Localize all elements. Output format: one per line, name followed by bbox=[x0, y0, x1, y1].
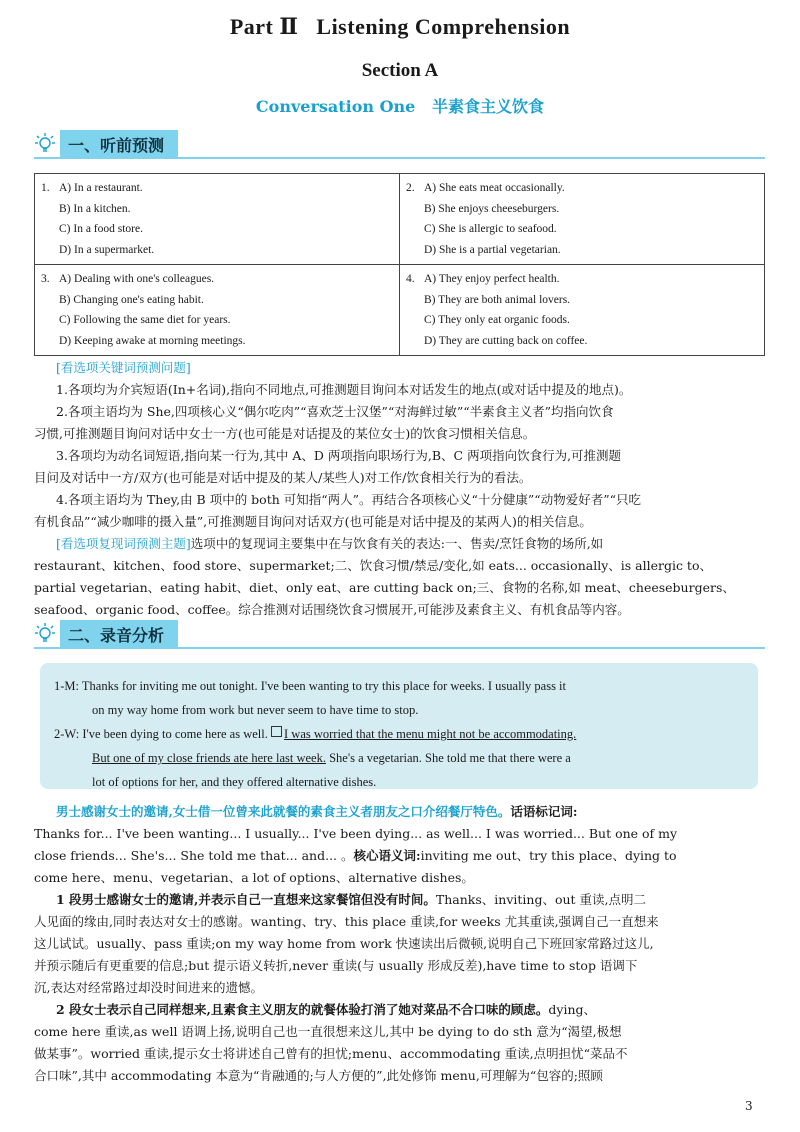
question-cell: 1. A) In a restaurant. B) In a kitchen. C) In a food store. D) In a supermarket. bbox=[35, 174, 400, 265]
lightbulb-icon bbox=[34, 622, 56, 646]
analysis-q3-line1: 3.各项均为动名词短语,指向某一行为,其中 A、D 两项指向职场行为,B、C 两项指向饮食行为,可推测题 bbox=[56, 448, 622, 463]
conversation-title: Conversation One 半素食主义饮食 bbox=[255, 97, 545, 116]
checkbox-icon bbox=[271, 726, 282, 737]
transcript-line: 1-M: Thanks for inviting me out tonight. I've been wanting to try this place for weeks. I usually pass it bbox=[54, 679, 566, 693]
tip-keywords: [看选项关键词预测问题] bbox=[56, 360, 191, 375]
analysis-q4-line1: 4.各项主语均为 They,由 B 项中的 both 可知指“两人”。再结合各项核心义“十分健康”“动物爱好者”“只吃 bbox=[56, 492, 641, 507]
analysis-theme-line2: restaurant、kitchen、food store、supermarket;二、饮食习惯/禁忌/变化,如 eats... occasionally、is allergic to、 bbox=[34, 558, 712, 573]
analysis-q4-line2: 有机食品”“减少咖啡的摄入量”,可推测题目询问对话双方(也可能是对话中提及的某两人)的相关信息。 bbox=[34, 514, 592, 529]
analysis-para2-line4: 合口味”,其中 accommodating 本意为“肯融通的;与人方便的”,此处修饰 menu,可理解为“包容的;照顾 bbox=[34, 1068, 603, 1083]
analysis-para2-line1: 2 段女士表示自己同样想来,且素食主义朋友的就餐体验打消了她对菜品不合口味的顾虑。dying、 bbox=[56, 1002, 597, 1017]
part-title: Part Ⅱ Listening Comprehension bbox=[229, 14, 571, 39]
analysis-summary-line3: close friends... She's... She told me that... and... 。核心语义词:inviting me out、try this place、dying to bbox=[34, 848, 677, 863]
lightbulb-icon bbox=[34, 132, 56, 156]
question-cell: 3. A) Dealing with one's colleagues. B) Changing one's eating habit. C) Following the same diet for years. D) Keeping awake at morning meetings. bbox=[35, 265, 400, 356]
analysis-q1: 1.各项均为介宾短语(In+名词),指向不同地点,可推测题目询问本对话发生的地点(或对话中提及的地点)。 bbox=[56, 382, 632, 397]
analysis-q2-line2: 习惯,可推测题目询问对话中女士一方(也可能是对话提及的某位女士)的饮食习惯相关信息。 bbox=[34, 426, 536, 441]
question-cell: 4. A) They enjoy perfect health. B) They are both animal lovers. C) They only eat organic foods. D) They are cutting back on coffee. bbox=[400, 265, 765, 356]
analysis-para1-line1: 1 段男士感谢女士的邀请,并表示自己一直想来这家餐馆但没有时间。Thanks、inviting、out 重读,点明二 bbox=[56, 892, 647, 907]
section-heading-label: 一、听前预测 bbox=[60, 130, 178, 159]
transcript-box bbox=[40, 663, 758, 789]
section-heading-prediction bbox=[0, 130, 800, 158]
analysis-theme-line4: seafood、organic food、coffee。综合推测对话围绕饮食习惯展开,可能涉及素食主义、有机食品等内容。 bbox=[34, 602, 630, 617]
section-divider bbox=[34, 647, 765, 649]
transcript-line: 2-W: I've been dying to come here as well. I was worried that the menu might not be accommodating. bbox=[54, 727, 577, 741]
analysis-para1-line2: 人见面的缘由,同时表达对女士的感谢。wanting、try、this place 重读,for weeks 尤其重读,强调自己一直想来 bbox=[34, 914, 659, 929]
analysis-theme-line1: [看选项复现词预测主题]选项中的复现词主要集中在与饮食有关的表达:一、售卖/烹饪食物的场所,如 bbox=[56, 536, 604, 551]
options-table bbox=[34, 173, 765, 356]
transcript-line: lot of options for her, and they offered alternative dishes. bbox=[92, 775, 377, 789]
analysis-para1-line5: 沉,表达对经常路过却没时间进来的遗憾。 bbox=[34, 980, 263, 995]
analysis-q3-line2: 目问及对话中一方/双方(也可能是对话中提及的某人/某些人)对工作/饮食相关行为的看法。 bbox=[34, 470, 532, 485]
analysis-para2-line2: come here 重读,as well 语调上扬,说明自己也一直很想来这儿,其中 be dying to do sth 意为“渴望,极想 bbox=[34, 1024, 622, 1039]
analysis-para2-line3: 做某事”。worried 重读,提示女士将讲述自己曾有的担忧;menu、accommodating 重读,点明担忧“菜品不 bbox=[34, 1046, 628, 1061]
analysis-summary-line4: come here、menu、vegetarian、a lot of options、alternative dishes。 bbox=[34, 870, 474, 885]
analysis-q2-line1: 2.各项主语均为 She,四项核心义“偶尔吃肉”“喜欢芝士汉堡”“对海鲜过敏”“半素食主义者”均指向饮食 bbox=[56, 404, 614, 419]
section-heading-recording bbox=[0, 620, 800, 648]
page-number: 3 bbox=[745, 1099, 753, 1113]
section-divider bbox=[34, 157, 765, 159]
transcript-line: But one of my close friends ate here last week. She's a vegetarian. She told me that there were a bbox=[92, 751, 571, 765]
section-heading-label: 二、录音分析 bbox=[60, 620, 178, 649]
analysis-para1-line3: 这儿试试。usually、pass 重读;on my way home from work 快速读出后微顿,说明自己下班回家常路过这儿, bbox=[34, 936, 654, 951]
analysis-theme-line3: partial vegetarian、eating habit、diet、only eat、are cutting back on;三、食物的名称,如 meat、cheeseburgers、 bbox=[34, 580, 735, 595]
transcript-line: on my way home from work but never seem to have time to stop. bbox=[92, 703, 419, 717]
analysis-para1-line4: 并预示随后有更重要的信息;but 提示语义转折,never 重读(与 usually 形成反差),have time to stop 语调下 bbox=[34, 958, 638, 973]
analysis-summary-line1: 男士感谢女士的邀请,女士借一位曾来此就餐的素食主义者朋友之口介绍餐厅特色。话语标记词: bbox=[56, 804, 578, 819]
section-title: Section A bbox=[361, 60, 439, 81]
analysis-summary-line2: Thanks for... I've been wanting... I usually... I've been dying... as well... I was worried... But one of my bbox=[34, 826, 678, 841]
question-cell: 2. A) She eats meat occasionally. B) She enjoys cheeseburgers. C) She is allergic to seafood. D) She is a partial vegetarian. bbox=[400, 174, 765, 265]
